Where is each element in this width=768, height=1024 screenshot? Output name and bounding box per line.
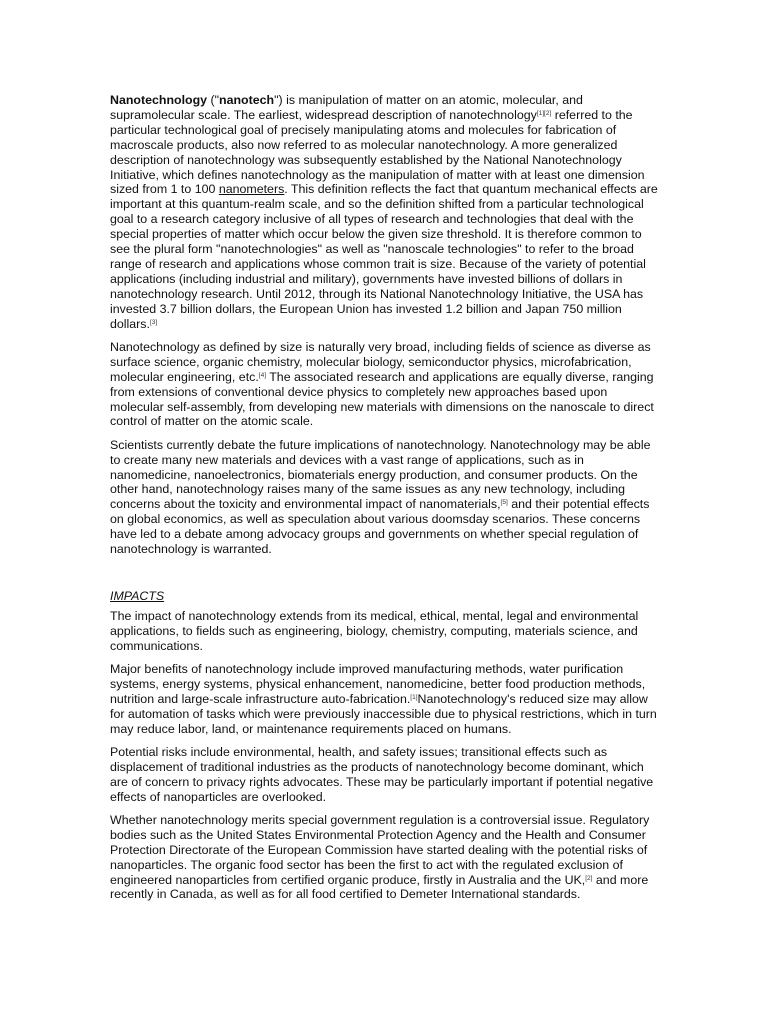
alt-term: nanotech — [219, 93, 275, 107]
citation-link[interactable]: [2] — [544, 109, 552, 117]
impacts-paragraph-2: Major benefits of nanotechnology include improved manufacturing methods, water purification systems, energy systems, physical enhancement, nanomedicine, better food production methods, nutrition and large-scale infrastructure auto-fabrication.[1]Nanotechnology's reduced size may allow for automation of tasks which were previously inaccessible due to physical restrictions, which in turn may reduce labor, land, or maintenance requirements placed on humans. — [110, 661, 657, 736]
impacts-paragraph-3: Potential risks include environmental, health, and safety issues; transitional effects such as displacement of traditional industries as the products of nanotechnology become dominant, which are of concern to privacy rights advocates. These may be particularly important if potential negative effects of nanoparticles are overlooked. — [110, 744, 654, 804]
citation-link[interactable]: [1] — [410, 693, 418, 701]
citation-link[interactable]: [3] — [149, 318, 158, 326]
intro-paragraph-3: Scientists currently debate the future implications of nanotechnology. Nanotechnology may be able to create many new materials and devices with a vast range of applications, such as in nanomedicine, nanoelectronics, biomaterials energy production, and consumer products. On the other hand, nanotechnology raises many of the same issues as any new technology, including concerns about the toxicity and environmental impact of nanomaterials,[5] and their potential effects on global economics, as well as speculation about various doomsday scenarios. These concerns have led to a debate among advocacy groups and governments on whether special regulation of nanotechnology is warranted. — [110, 437, 651, 557]
nanometers-link[interactable]: nanometers — [218, 182, 285, 197]
impacts-paragraph-4: Whether nanotechnology merits special government regulation is a controversial issue. Regulatory bodies such as the United States Environmental Protection Agency and the Health and Consumer Protection Directorate of the European Commission have started dealing with the potential risks of nanoparticles. The organic food sector has been the first to act with the regulated exclusion of engineered nanoparticles from certified organic produce, firstly in Australia and the UK,[2] and more recently in Canada, as well as for all food certified to Demeter International standards. — [110, 812, 650, 902]
impacts-paragraph-1: The impact of nanotechnology extends from its medical, ethical, mental, legal and environmental applications, to fields such as engineering, biology, chemistry, computing, materials science, and communications. — [110, 608, 639, 653]
citation-link[interactable]: [2] — [585, 874, 593, 882]
citation-link[interactable]: [1] — [536, 109, 545, 117]
lead-term: Nanotechnology — [110, 93, 208, 107]
impacts-heading: IMPACTS — [110, 588, 165, 603]
intro-paragraph-1: Nanotechnology ("nanotech") is manipulation of matter on an atomic, molecular, and supramolecular scale. The earliest, widespread description of nanotechnology[1][2] referred to the particular technological goal of precisely manipulating atoms and molecules for fabrication of macroscale products, also now referred to as molecular nanotechnology. A more generalized description of nanotechnology was subsequently established by the National Nanotechnology Initiative, which defines nanotechnology as the manipulation of matter with at least one dimension sized from 1 to 100 nanometers. This definition reflects the fact that quantum mechanical effects are important at this quantum-realm scale, and so the definition shifted from a particular technological goal to a research category inclusive of all types of research and technologies that deal with the special properties of matter which occur below the given size threshold. It is therefore common to see the plural form "nanotechnologies" as well as "nanoscale technologies" to refer to the broad range of research and applications whose common trait is size. Because of the variety of potential applications (including industrial and military), governments have invested billions of dollars in nanotechnology research. Until 2012, through its National Nanotechnology Initiative, the USA has invested 3.7 billion dollars, the European Union has invested 1.2 billion and Japan 750 million dollars.[3] — [110, 93, 658, 331]
citation-link[interactable]: [5] — [500, 499, 508, 507]
citation-link[interactable]: [4] — [258, 371, 267, 379]
article-body — [110, 93, 660, 911]
intro-paragraph-2: Nanotechnology as defined by size is naturally very broad, including fields of science as diverse as surface science, organic chemistry, molecular biology, semiconductor physics, microfabrication, molecular engineering, etc.[4] The associated research and applications are equally diverse, ranging from extensions of conventional device physics to completely new approaches based upon molecular self-assembly, from developing new materials with dimensions on the nanoscale to direct control of matter on the atomic scale. — [110, 339, 654, 429]
